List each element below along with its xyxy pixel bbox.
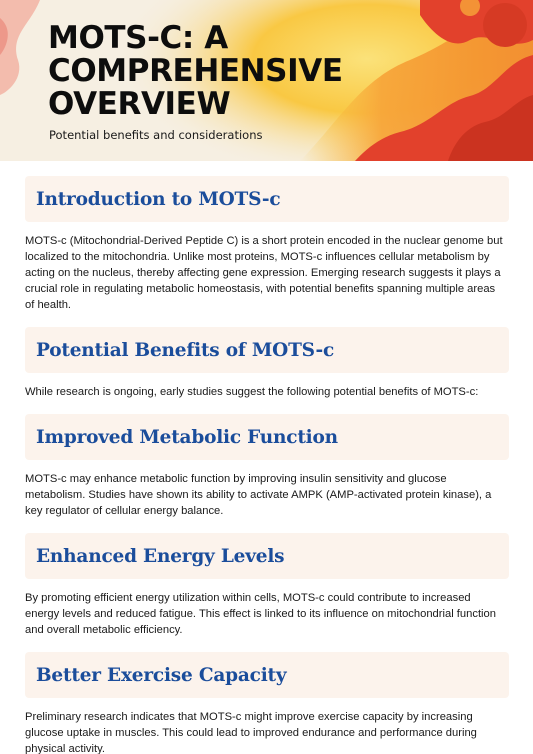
- section-heading: Improved Metabolic Function: [36, 426, 338, 448]
- page-title: MOTS-C: A COMPREHENSIVE OVERVIEW: [48, 20, 343, 122]
- section-introduction: [25, 176, 509, 313]
- section-heading: Potential Benefits of MOTS-c: [36, 339, 335, 361]
- section-heading-box: [25, 533, 509, 579]
- section-heading-box: [25, 414, 509, 460]
- section-body: By promoting efficient energy utilization within cells, MOTS-c could contribute to increased energy levels and reduced fatigue. This effect is linked to its influence on mitochondrial function and overall metabolic efficiency.: [25, 592, 496, 636]
- section-heading-box: [25, 652, 509, 698]
- hero-banner: [0, 0, 533, 161]
- section-potential-benefits: [25, 327, 509, 400]
- page-subtitle: Potential benefits and considerations: [49, 128, 263, 142]
- section-body: Preliminary research indicates that MOTS-c might improve exercise capacity by increasing glucose uptake in muscles. This could lead to improved endurance and performance during physical activity.: [25, 711, 477, 754]
- section-body: MOTS-c may enhance metabolic function by improving insulin sensitivity and glucose metabolism. Studies have shown its ability to activate AMPK (AMP-activated protein kinase), a key regulator of cellular energy balance.: [25, 473, 492, 517]
- section-heading-box: [25, 327, 509, 373]
- section-heading: Introduction to MOTS-c: [36, 188, 281, 210]
- section-heading: Enhanced Energy Levels: [36, 545, 285, 567]
- section-exercise-capacity: [25, 652, 509, 754]
- section-heading: Better Exercise Capacity: [36, 664, 287, 686]
- section-energy-levels: [25, 533, 509, 638]
- section-body: While research is ongoing, early studies suggest the following potential benefits of MOTS-c:: [25, 386, 479, 398]
- section-metabolic-function: [25, 414, 509, 519]
- section-body: MOTS-c (Mitochondrial-Derived Peptide C) is a short protein encoded in the nuclear genome but localized to the mitochondria. Unlike most proteins, MOTS-c influences cellular metabolism by acting on the nucleus, thereby affecting gene expression. Emerging research suggests it plays a crucial role in regulating metabolic homeostasis, with potential benefits spanning multiple areas of health.: [25, 235, 503, 311]
- document-content: [25, 176, 509, 754]
- section-heading-box: [25, 176, 509, 222]
